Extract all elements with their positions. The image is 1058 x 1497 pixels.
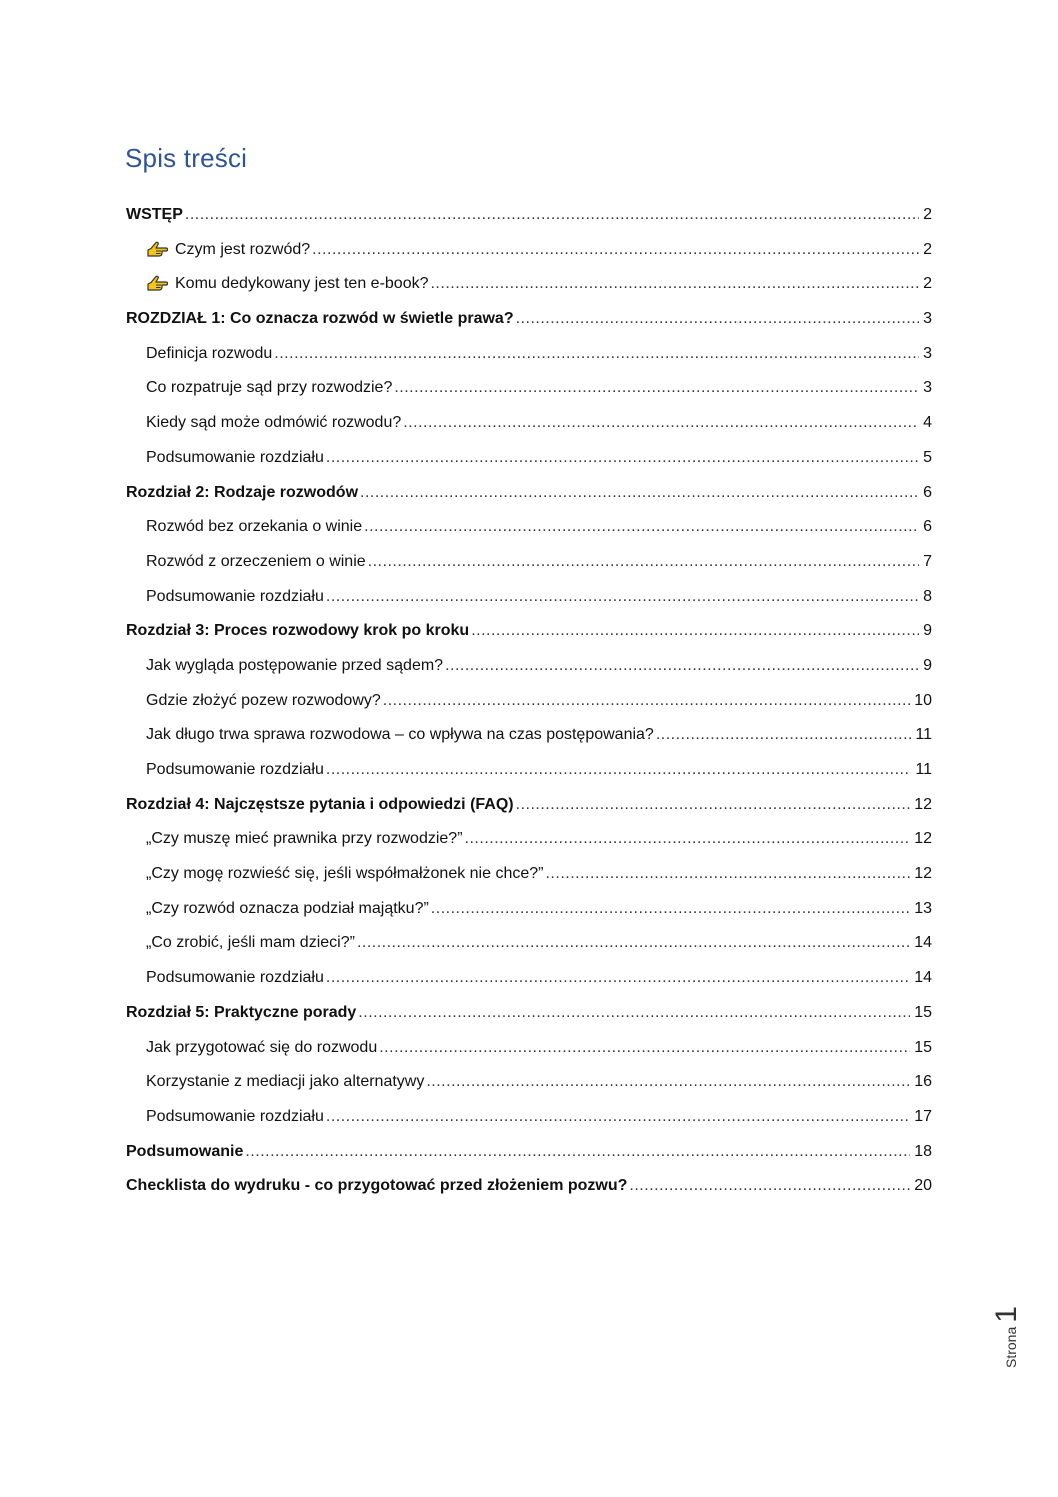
dot-leader	[185, 198, 919, 233]
dot-leader	[445, 649, 919, 684]
toc-entry-page-number: 12	[914, 830, 932, 848]
toc-entry-page-number: 16	[914, 1073, 932, 1091]
dot-leader	[245, 1135, 910, 1170]
toc-entry-text: Rozdział 3: Proces rozwodowy krok po kroku	[126, 622, 470, 640]
toc-entry-page-number: 6	[923, 518, 932, 536]
dot-leader	[431, 892, 910, 927]
toc-entry[interactable]	[126, 545, 932, 580]
dot-leader	[465, 822, 911, 857]
toc-entry-text: Podsumowanie rozdziału	[146, 587, 324, 605]
toc-entry[interactable]	[126, 614, 932, 649]
toc-entry[interactable]	[126, 822, 932, 857]
toc-entry-text: Co rozpatruje sąd przy rozwodzie?	[146, 379, 393, 397]
dot-leader	[326, 961, 910, 996]
toc-entry-label	[146, 857, 543, 892]
dot-leader	[379, 1031, 910, 1066]
toc-entry-label	[146, 961, 324, 996]
toc-entry-page-number: 10	[914, 691, 932, 709]
toc-entry-page-number: 6	[923, 483, 932, 501]
toc-entry-text: Rozdział 2: Rodzaje rozwodów	[126, 483, 359, 501]
toc-entry[interactable]	[126, 753, 932, 788]
toc-entry-page-number: 7	[923, 552, 932, 570]
toc-entry[interactable]	[126, 1065, 932, 1100]
toc-entry[interactable]	[126, 718, 932, 753]
pointing-hand-icon	[146, 270, 168, 288]
toc-entry-text: Rozwód z orzeczeniem o winie	[146, 552, 366, 570]
dot-leader	[312, 233, 919, 268]
toc-entry-label	[146, 337, 272, 372]
toc-entry-label	[146, 892, 429, 927]
toc-entry-page-number: 17	[914, 1107, 932, 1125]
dot-leader	[426, 1065, 910, 1100]
toc-entry-label	[146, 1065, 424, 1100]
toc-entry-label	[126, 788, 514, 823]
dot-leader	[326, 1100, 910, 1135]
dot-leader	[358, 996, 910, 1031]
dot-leader	[274, 337, 919, 372]
pointing-hand-icon	[146, 236, 168, 254]
toc-entry-label	[146, 926, 355, 961]
toc-entry-label	[146, 406, 401, 441]
toc-entry-text: Jak długo trwa sprawa rozwodowa – co wpływa na czas postępowania?	[146, 726, 654, 744]
toc-entry-page-number: 15	[914, 1003, 932, 1021]
toc-entry-page-number: 4	[923, 414, 932, 432]
dot-leader	[629, 1169, 910, 1204]
toc-entry-page-number: 2	[923, 206, 932, 223]
dot-leader	[326, 441, 919, 476]
toc-entry[interactable]	[126, 510, 932, 545]
toc-entry[interactable]	[126, 961, 932, 996]
toc-entry-label	[146, 1031, 377, 1066]
toc-entry-text: Podsumowanie rozdziału	[146, 1107, 324, 1125]
toc-entry-label	[146, 718, 654, 753]
toc-entry-label	[146, 753, 324, 788]
toc-entry-text: Jak przygotować się do rozwodu	[146, 1038, 378, 1056]
toc-entry-page-number: 15	[914, 1038, 932, 1056]
toc-entry-page-number: 3	[923, 379, 932, 397]
dot-leader	[545, 857, 910, 892]
toc-entry-label	[146, 822, 463, 857]
toc-entry-page-number: 14	[914, 969, 932, 987]
toc-entry[interactable]	[126, 788, 932, 823]
toc-entry-page-number: 14	[914, 934, 932, 952]
toc-entry-text: Podsumowanie rozdziału	[146, 448, 324, 466]
toc-entry[interactable]	[126, 1169, 932, 1204]
toc-entry[interactable]	[126, 302, 932, 337]
dot-leader	[368, 545, 919, 580]
toc-entry-text: „Czy muszę mieć prawnika przy rozwodzie?”	[146, 830, 463, 848]
toc-entry-label	[126, 996, 356, 1031]
toc-entry-page-number: 11	[915, 726, 932, 744]
dot-leader	[516, 788, 911, 823]
toc-entry-text: Definicja rozwodu	[146, 344, 273, 362]
toc-entry-page-number: 13	[914, 899, 932, 917]
toc-entry[interactable]	[126, 684, 932, 719]
toc-entry-text: Jak wygląda postępowanie przed sądem?	[146, 656, 444, 674]
toc-entry[interactable]	[126, 406, 932, 441]
toc-entry[interactable]	[126, 198, 932, 233]
toc-entry-page-number: 18	[914, 1142, 932, 1160]
toc-entry-page-number: 9	[923, 656, 932, 674]
footer-page-number: 1	[990, 1306, 1023, 1323]
toc-entry-label	[146, 441, 324, 476]
toc-entry-text: Korzystanie z mediacji jako alternatywy	[146, 1073, 425, 1091]
toc-entry[interactable]	[126, 371, 932, 406]
toc-entry[interactable]	[126, 476, 932, 511]
toc-entry-label	[126, 476, 358, 511]
toc-entry-label	[146, 649, 443, 684]
toc-entry-page-number: 9	[923, 622, 932, 640]
toc-entry[interactable]	[126, 1135, 932, 1170]
toc-entry-text: Rozdział 4: Najczęstsze pytania i odpowiedzi (FAQ)	[126, 795, 514, 813]
toc-entry-label	[146, 684, 381, 719]
toc-entry-text: Podsumowanie rozdziału	[146, 969, 324, 987]
toc-entry-text: ROZDZIAŁ 1: Co oznacza rozwód w świetle prawa?	[126, 310, 514, 328]
toc-entry-text: WSTĘP	[126, 206, 183, 223]
toc-entry-label	[126, 614, 469, 649]
toc-entry[interactable]	[126, 337, 932, 372]
toc-entry-page-number: 3	[923, 310, 932, 328]
toc-entry-text: Rozdział 5: Praktyczne porady	[126, 1003, 357, 1021]
toc-entry-page-number: 12	[914, 795, 932, 813]
toc-entry-label	[126, 1135, 243, 1170]
dot-leader	[364, 510, 919, 545]
toc-entry-page-number: 12	[914, 865, 932, 883]
dot-leader	[383, 684, 910, 719]
toc-entry[interactable]	[126, 926, 932, 961]
toc-entry-label	[146, 545, 366, 580]
dot-leader	[471, 614, 919, 649]
toc-entry-page-number: 20	[914, 1177, 932, 1195]
toc-entry[interactable]	[126, 580, 932, 615]
toc-entry-page-number: 3	[923, 344, 932, 362]
toc-entry[interactable]	[126, 892, 932, 927]
toc-entry-text: „Co zrobić, jeśli mam dzieci?”	[146, 934, 355, 952]
dot-leader	[430, 267, 919, 302]
toc-entry[interactable]	[126, 1100, 932, 1135]
page-footer	[990, 1290, 1023, 1370]
toc-entry-label	[146, 510, 362, 545]
toc-entry[interactable]	[126, 441, 932, 476]
toc-entry[interactable]	[126, 857, 932, 892]
toc-entry-text: Kiedy sąd może odmówić rozwodu?	[146, 414, 402, 432]
toc-entry-text: Komu dedykowany jest ten e-book?	[175, 275, 429, 293]
toc-entry[interactable]	[126, 649, 932, 684]
toc-entry[interactable]	[126, 996, 932, 1031]
toc-entry-label	[146, 580, 324, 615]
toc-entry-text: „Czy rozwód oznacza podział majątku?”	[146, 899, 429, 917]
toc-entry-page-number: 8	[923, 587, 932, 605]
toc-entry-text: Podsumowanie rozdziału	[146, 761, 324, 778]
toc-entry-text: „Czy mogę rozwieść się, jeśli współmałżonek nie chce?”	[146, 865, 544, 883]
dot-leader	[360, 476, 919, 511]
table-of-contents	[126, 198, 932, 1204]
toc-entry-label	[146, 371, 392, 406]
dot-leader	[403, 406, 919, 441]
toc-entry-text: Rozwód bez orzekania o winie	[146, 518, 363, 536]
toc-entry-label	[126, 198, 183, 233]
toc-entry-text: Podsumowanie	[126, 1142, 244, 1160]
toc-entry-page-number: 2	[923, 275, 932, 293]
dot-leader	[656, 718, 912, 753]
toc-title: Spis treści	[125, 143, 248, 174]
toc-entry-text: Checklista do wydruku - co przygotować przed złożeniem pozwu?	[126, 1177, 628, 1195]
toc-entry-label	[126, 302, 514, 337]
toc-entry-label	[126, 1169, 627, 1204]
toc-entry[interactable]	[126, 233, 932, 268]
dot-leader	[357, 926, 910, 961]
toc-entry[interactable]	[126, 1031, 932, 1066]
toc-entry-label	[146, 1100, 324, 1135]
toc-entry-text: Gdzie złożyć pozew rozwodowy?	[146, 691, 381, 709]
dot-leader	[516, 302, 919, 337]
toc-entry-page-number: 2	[923, 240, 932, 258]
dot-leader	[326, 753, 912, 788]
toc-entry-text: Czym jest rozwód?	[175, 240, 311, 258]
dot-leader	[394, 371, 919, 406]
toc-entry-label	[146, 267, 428, 302]
dot-leader	[326, 580, 919, 615]
toc-entry-page-number: 5	[923, 448, 932, 466]
toc-entry[interactable]	[126, 267, 932, 302]
footer-label: Strona	[1003, 1326, 1019, 1368]
toc-entry-label	[146, 233, 310, 268]
toc-entry-page-number: 11	[915, 761, 932, 778]
